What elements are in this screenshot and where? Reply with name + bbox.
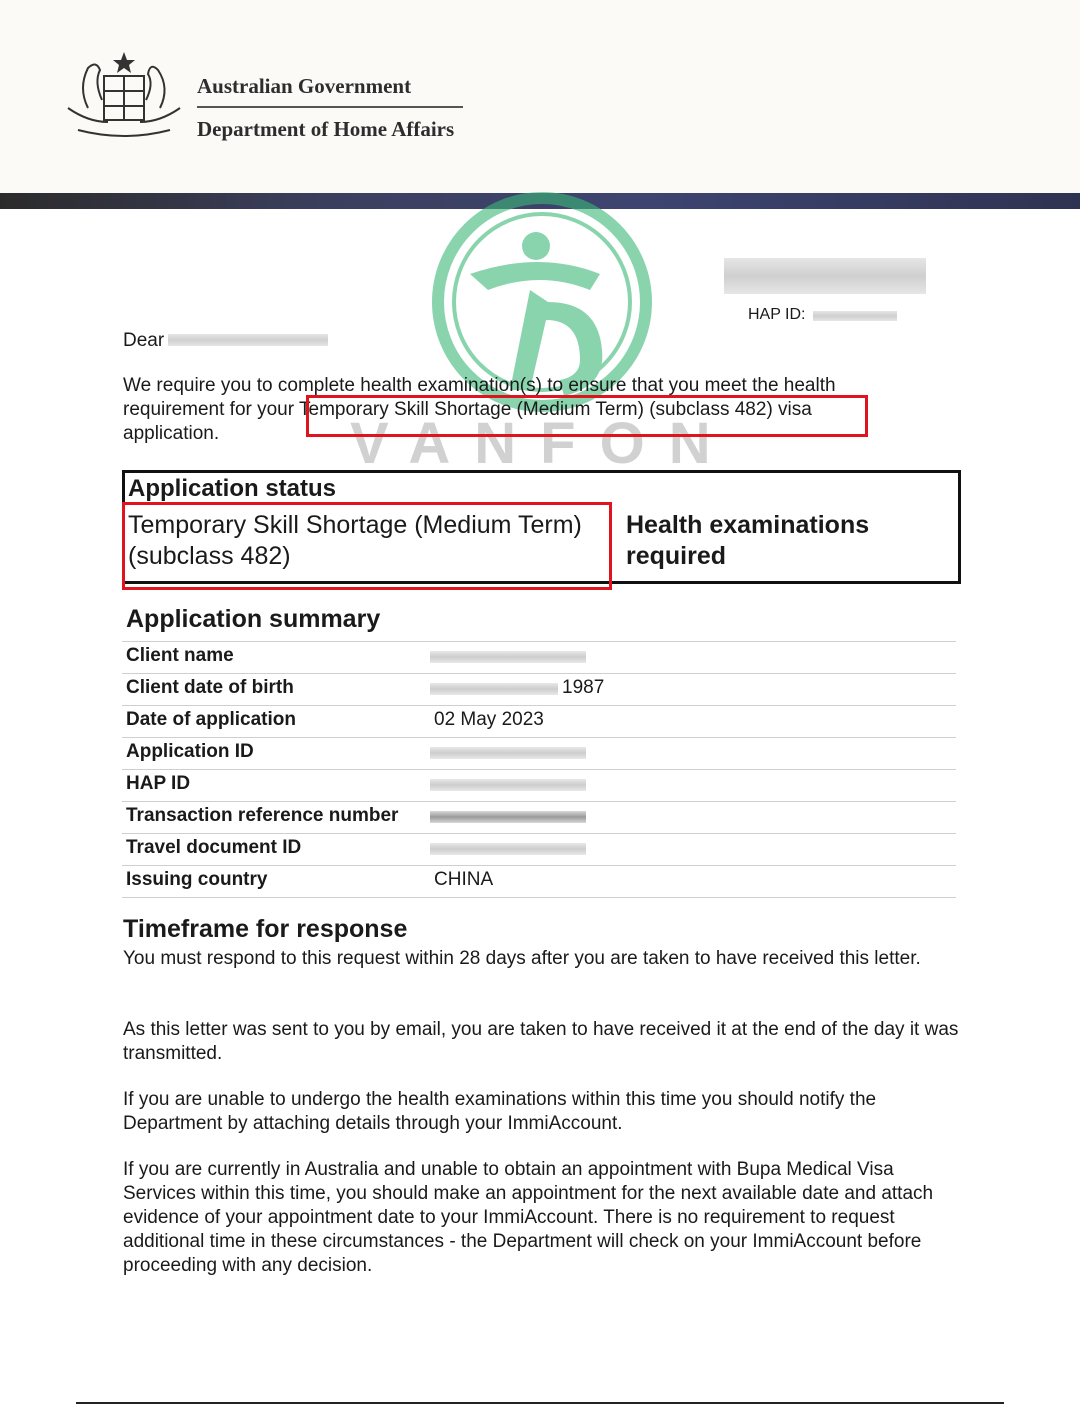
table-row [122, 769, 956, 801]
highlight-box-status [122, 502, 612, 590]
status-state: Health examinations required [626, 511, 870, 570]
timeframe-paragraph-2: As this letter was sent to you by email, you are taken to have received it at the end of the day it was transmitted. [123, 1019, 959, 1064]
footer-rule [76, 1402, 1004, 1404]
coat-of-arms-icon [58, 48, 190, 144]
table-row [122, 801, 956, 833]
watermark-text: VANFON [350, 411, 735, 476]
highlight-box-visa [306, 395, 868, 437]
table-row [122, 673, 956, 705]
summary-title: Application summary [126, 605, 381, 633]
redacted-value [430, 747, 586, 759]
status-visa: Temporary Skill Shortage (Medium Term) (subclass 482) [128, 511, 582, 570]
timeframe-paragraph-1: You must respond to this request within 28 days after you are taken to have received this letter. [123, 948, 921, 969]
row-value: CHINA [434, 869, 494, 890]
redacted-value [430, 811, 586, 823]
intro-paragraph: We require you to complete health examination(s) to ensure that you meet the health requirement for your Temporary Skill Shortage (Medium Term) (subclass 482) visa application. [123, 375, 836, 444]
row-label: Transaction reference number [126, 805, 399, 826]
redacted-reference [724, 258, 926, 294]
table-row [122, 833, 956, 865]
status-title: Application status [128, 475, 337, 502]
row-label: HAP ID [126, 773, 191, 794]
row-label: Date of application [126, 709, 296, 730]
timeframe-paragraph-3: If you are unable to undergo the health examinations within this time you should notify the Department by attaching details through your ImmiAccount. [123, 1089, 877, 1134]
letterhead [0, 0, 1080, 193]
row-label: Client name [126, 645, 234, 666]
redacted-value [430, 651, 586, 663]
table-row [122, 705, 956, 737]
row-value: 02 May 2023 [434, 709, 544, 730]
row-label: Client date of birth [126, 677, 294, 698]
hap-id-label: HAP ID: [748, 306, 806, 323]
timeframe-paragraph-4: If you are currently in Australia and unable to obtain an appointment with Bupa Medical Visa Services within this time, you should make an appointment for the next available date and attach evidence of your appointment date to your ImmiAccount. There is no requirement to request additional time in these circumstances - the Department will check on your ImmiAccount before proceeding with any decision. [123, 1159, 934, 1276]
redacted-value [430, 779, 586, 791]
redacted-value [430, 683, 558, 695]
gov-name: Australian Government [197, 74, 412, 98]
table-row [122, 737, 956, 769]
redacted-name [168, 334, 328, 346]
row-label: Application ID [126, 741, 254, 762]
table-row [122, 641, 956, 673]
row-value: 1987 [562, 677, 605, 698]
row-label: Issuing country [126, 869, 268, 890]
timeframe-title: Timeframe for response [123, 915, 408, 943]
table-row [122, 865, 956, 898]
summary-table [122, 641, 956, 898]
department-name: Department of Home Affairs [197, 117, 455, 141]
redacted-value [430, 843, 586, 855]
divider [197, 106, 463, 108]
greeting: Dear [123, 330, 165, 351]
redacted-hap-id [813, 311, 897, 321]
row-label: Travel document ID [126, 837, 302, 858]
